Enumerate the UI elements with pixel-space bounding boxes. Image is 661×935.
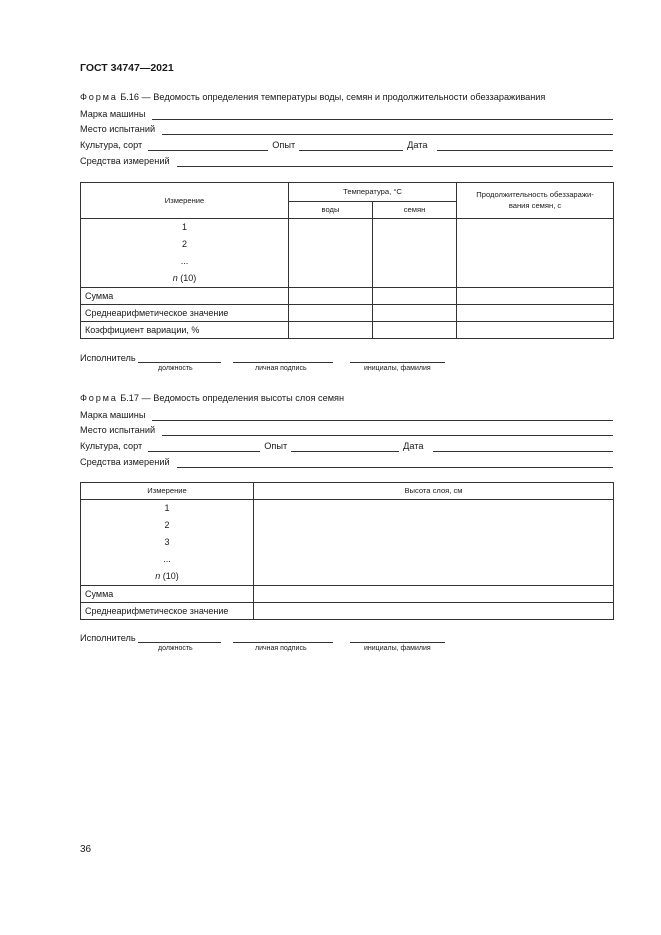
field-place: Место испытаний [80, 421, 613, 437]
col-height: Высота слоя, см [254, 482, 614, 499]
cell-duration[interactable] [457, 218, 614, 287]
cell-sum-duration[interactable] [457, 287, 614, 304]
instruments-input-line[interactable] [177, 156, 613, 167]
signature-block: Исполнитель [80, 351, 613, 363]
cell-cv-water[interactable] [289, 321, 373, 338]
experiment-input-line[interactable] [299, 140, 403, 151]
measurement-list [81, 499, 254, 585]
cell-cv-seeds[interactable] [373, 321, 457, 338]
cell-mean-seeds[interactable] [373, 304, 457, 321]
initials-line[interactable] [350, 352, 445, 363]
measurement-item: ... [180, 255, 189, 266]
col-temperature: Температура, °С [289, 182, 457, 201]
field-place: Место испытаний [80, 120, 613, 136]
experiment-input-line[interactable] [291, 441, 399, 452]
measurement-item: n (10) [155, 570, 179, 581]
date-input-line[interactable] [433, 441, 613, 452]
table-b16 [80, 182, 614, 339]
form-b16-title: Форма Б.16 — Ведомость определения температуры воды, семян и продолжительности обеззараживания [80, 92, 546, 102]
table-b17 [80, 482, 614, 620]
machine-input-line[interactable] [152, 410, 613, 421]
date-input-line[interactable] [437, 140, 613, 151]
field-instruments: Средства измерений [80, 452, 613, 468]
row-mean-label: Среднеарифметическое значение [81, 602, 254, 619]
col-duration: Продолжительность обеззаражи- вания семян, с [457, 182, 614, 218]
signature-captions: должность личная подпись инициалы, фамилия [158, 644, 431, 652]
form-b16 [80, 90, 613, 375]
measurement-item: 3 [164, 536, 170, 547]
position-line[interactable] [138, 632, 221, 643]
form-b17 [80, 391, 613, 655]
col-water: воды [289, 201, 373, 218]
signature-block: Исполнитель [80, 631, 613, 643]
cell-mean-height[interactable] [254, 602, 614, 619]
row-mean-label: Среднеарифметическое значение [81, 304, 289, 321]
culture-input-line[interactable] [148, 140, 268, 151]
cell-height[interactable] [254, 499, 614, 585]
row-sum-label: Сумма [81, 585, 254, 602]
place-input-line[interactable] [162, 425, 613, 436]
measurement-item: 1 [181, 221, 187, 232]
cell-sum-water[interactable] [289, 287, 373, 304]
document-header: ГОСТ 34747—2021 [80, 62, 174, 74]
sign-line[interactable] [233, 352, 333, 363]
col-measurement: Измерение [81, 182, 289, 218]
row-sum-label: Сумма [81, 287, 289, 304]
form-b17-title: Форма Б.17 — Ведомость определения высоты слоя семян [80, 393, 345, 403]
cell-sum-height[interactable] [254, 585, 614, 602]
measurement-item: 1 [164, 502, 170, 513]
cell-sum-seeds[interactable] [373, 287, 457, 304]
field-culture-experiment-date: Культура, сорт Опыт Дата [80, 135, 613, 151]
initials-line[interactable] [350, 632, 445, 643]
instruments-input-line[interactable] [177, 457, 613, 468]
measurement-item: 2 [181, 238, 187, 249]
sign-line[interactable] [233, 632, 333, 643]
position-line[interactable] [138, 352, 221, 363]
signature-captions: должность личная подпись инициалы, фамилия [158, 364, 431, 372]
measurement-item: n (10) [172, 272, 197, 283]
cell-water[interactable] [289, 218, 373, 287]
culture-input-line[interactable] [148, 441, 260, 452]
measurement-item: ... [163, 553, 171, 564]
cell-cv-duration[interactable] [457, 321, 614, 338]
measurement-list [81, 218, 289, 287]
col-measurement: Измерение [81, 482, 254, 499]
field-machine: Марка машины [80, 405, 613, 421]
measurement-item: 2 [164, 519, 170, 530]
machine-input-line[interactable] [152, 109, 613, 120]
field-culture-experiment-date: Культура, сорт Опыт Дата [80, 436, 613, 452]
field-instruments: Средства измерений [80, 151, 613, 167]
page-number: 36 [80, 844, 92, 855]
cell-seeds[interactable] [373, 218, 457, 287]
col-seeds: семян [373, 201, 457, 218]
place-input-line[interactable] [162, 124, 613, 135]
field-machine: Марка машины [80, 104, 613, 120]
cell-mean-duration[interactable] [457, 304, 614, 321]
cell-mean-water[interactable] [289, 304, 373, 321]
row-cv-label: Коэффициент вариации, % [81, 321, 289, 338]
